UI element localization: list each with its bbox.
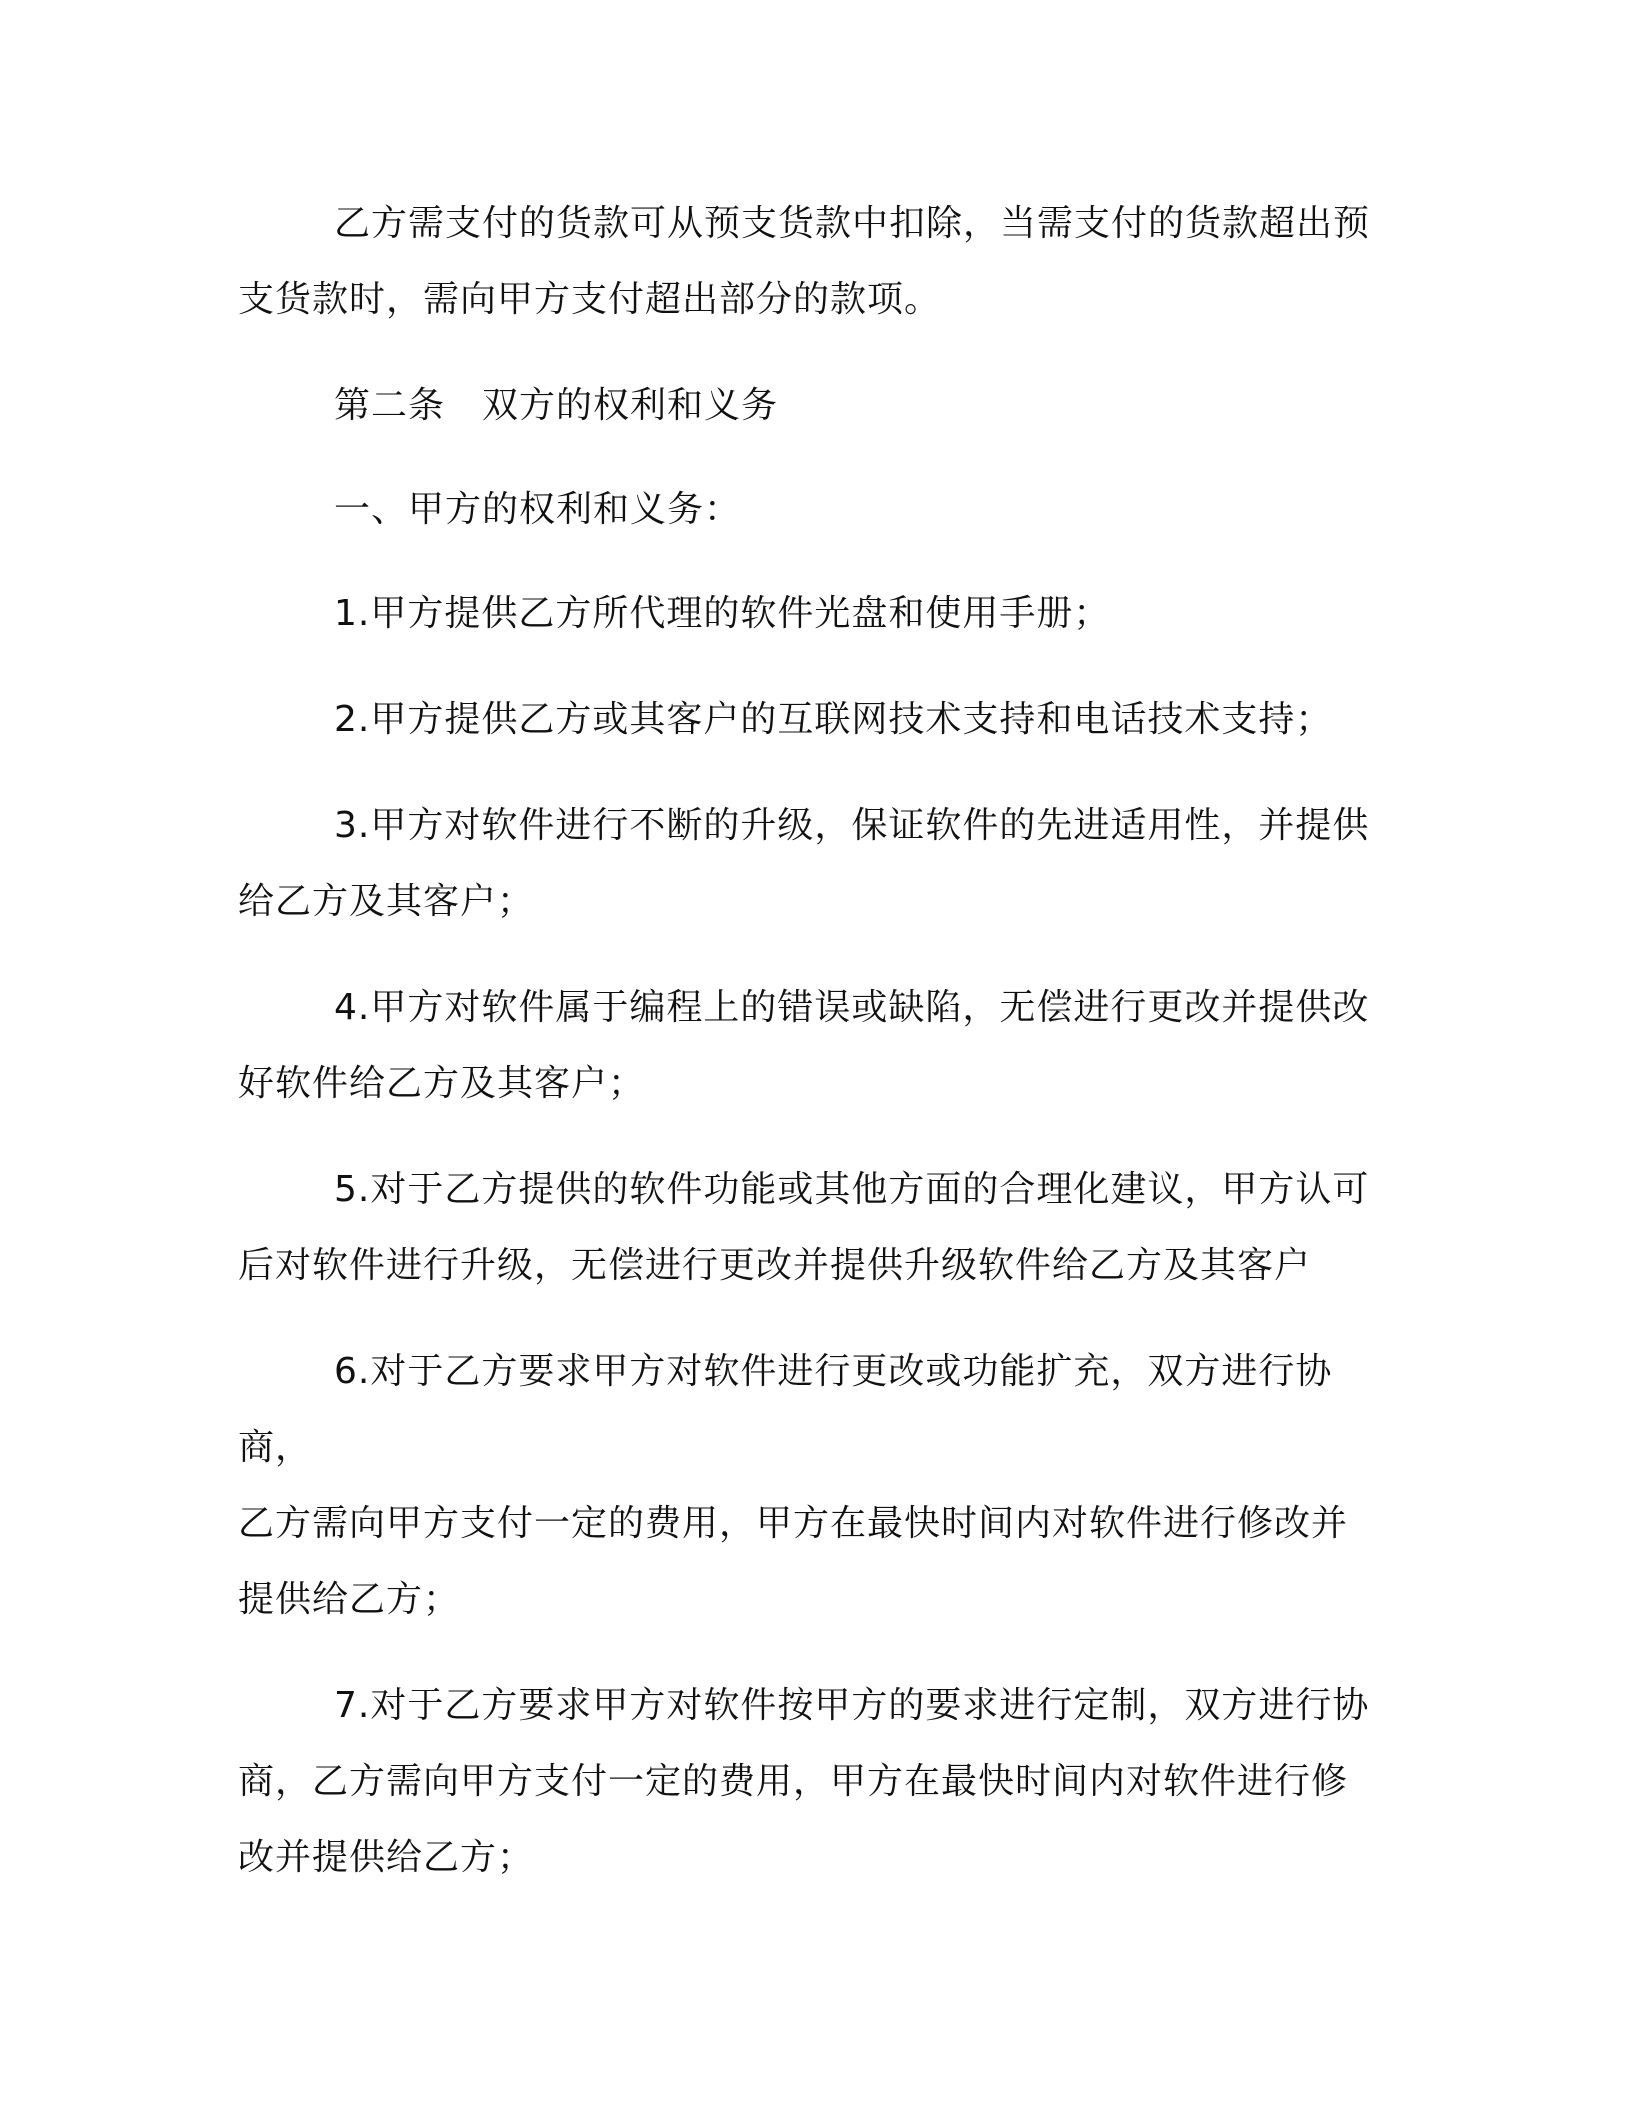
text-line: 3.甲方对软件进行不断的升级，保证软件的先进适用性，并提供 xyxy=(334,805,1370,846)
article-two-heading xyxy=(238,368,1388,444)
text-line: 后对软件进行升级，无偿进行更改并提供升级软件给乙方及其客户 xyxy=(238,1245,1312,1286)
text-line: 4.甲方对软件属于编程上的错误或缺陷，无偿进行更改并提供改 xyxy=(334,987,1370,1028)
text-line: 1.甲方提供乙方所代理的软件光盘和使用手册； xyxy=(334,593,1111,634)
text-line: 商，乙方需向甲方支付一定的费用，甲方在最快时间内对软件进行修 xyxy=(238,1761,1349,1802)
clause-item-3 xyxy=(238,788,1388,940)
text-line: 乙方需向甲方支付一定的费用，甲方在最快时间内对软件进行修改并 xyxy=(238,1503,1349,1544)
text-line: 支货款时，需向甲方支付超出部分的款项。 xyxy=(238,279,942,320)
text-line: 6.对于乙方要求甲方对软件进行更改或功能扩充，双方进行协商， xyxy=(238,1351,1333,1468)
text-line: 2.甲方提供乙方或其客户的互联网技术支持和电话技术支持； xyxy=(334,699,1333,740)
clause-item-7 xyxy=(238,1668,1388,1896)
document-body xyxy=(238,186,1388,1926)
text-line: 5.对于乙方提供的软件功能或其他方面的合理化建议，甲方认可 xyxy=(334,1169,1370,1210)
clause-item-6 xyxy=(238,1334,1388,1638)
clause-item-4 xyxy=(238,970,1388,1122)
paragraph-payment-deduction xyxy=(238,186,1388,338)
text-line: 7.对于乙方要求甲方对软件按甲方的要求进行定制，双方进行协 xyxy=(334,1685,1370,1726)
party-a-rights-heading xyxy=(238,472,1388,548)
text-line: 第二条 双方的权利和义务 xyxy=(334,385,779,426)
text-line: 改并提供给乙方； xyxy=(238,1837,535,1878)
text-line: 一、甲方的权利和义务： xyxy=(334,489,742,530)
text-line: 给乙方及其客户； xyxy=(238,881,535,922)
clause-item-5 xyxy=(238,1152,1388,1304)
text-line: 提供给乙方； xyxy=(238,1579,461,1620)
clause-item-2 xyxy=(238,682,1388,758)
text-line: 好软件给乙方及其客户； xyxy=(238,1063,646,1104)
clause-item-1 xyxy=(238,576,1388,652)
text-line: 乙方需支付的货款可从预支货款中扣除，当需支付的货款超出预 xyxy=(334,203,1371,244)
